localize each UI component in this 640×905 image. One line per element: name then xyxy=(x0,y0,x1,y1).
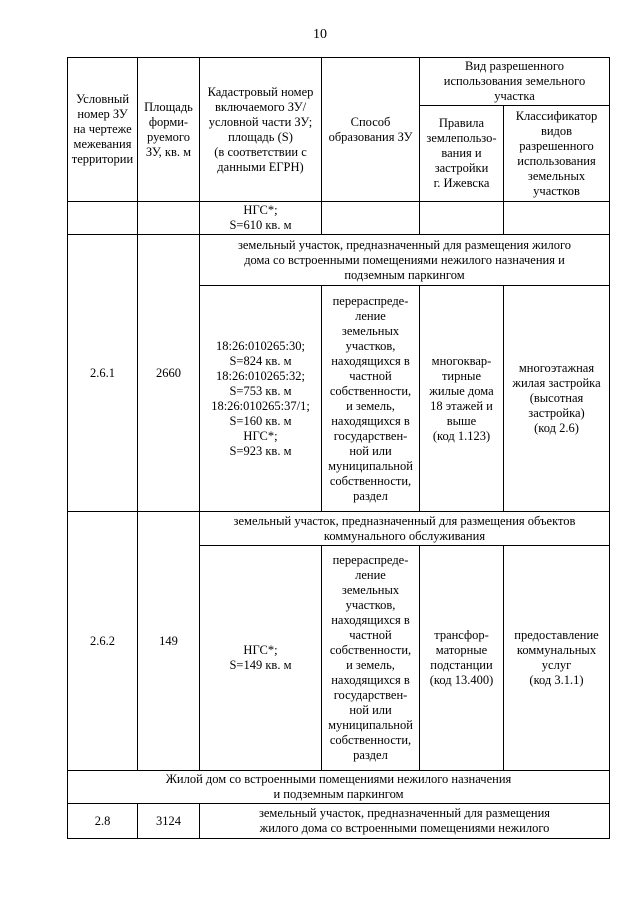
section-title-row xyxy=(68,771,610,804)
continuation-row xyxy=(68,202,610,235)
purpose-2-6-2: земельный участок, предназначенный для размещения объектов коммунального обслуживания xyxy=(200,512,610,546)
header-rules: Правила землепользо- вания и застройки г. Ижевска xyxy=(420,106,504,202)
cont-empty-4 xyxy=(322,202,420,235)
method-2-6-1: перераспреде- ление земельных участков, находящихся в частной собственности, и земель, находящихся в государствен- ной или муниципальной собственности, раздел xyxy=(322,286,420,512)
cadastral-2-6-1: 18:26:010265:30; S=824 кв. м 18:26:010265:32; S=753 кв. м 18:26:010265:37/1; S=160 кв. м НГС*; S=923 кв. м xyxy=(200,286,322,512)
header-cadastral: Кадастровый номер включаемого ЗУ/ условной части ЗУ; площадь (S) (в соответствии с данными ЕГРН) xyxy=(200,58,322,202)
plot-area-2-6-2: 149 xyxy=(138,512,200,771)
cont-empty-6 xyxy=(504,202,610,235)
header-classifier: Классификатор видов разрешенного использования земельных участков xyxy=(504,106,610,202)
plot-area-2-8: 3124 xyxy=(138,804,200,839)
header-plot-number: Условный номер ЗУ на чертеже межевания территории xyxy=(68,58,138,202)
classifier-2-6-2: предоставление коммунальных услуг (код 3.1.1) xyxy=(504,546,610,771)
rules-2-6-2: трансфор- маторные подстанции (код 13.400) xyxy=(420,546,504,771)
plot-area-2-6-1: 2660 xyxy=(138,235,200,512)
purpose-2-6-1: земельный участок, предназначенный для размещения жилого дома со встроенными помещениями нежилого назначения и подземным паркингом xyxy=(200,235,610,286)
row-2-6-2-purpose xyxy=(68,512,610,546)
rules-2-6-1: многоквар- тирные жилые дома 18 этажей и выше (код 1.123) xyxy=(420,286,504,512)
row-2-6-1-purpose xyxy=(68,235,610,286)
header-row xyxy=(68,58,610,106)
plot-id-2-6-1: 2.6.1 xyxy=(68,235,138,512)
cont-cadastral: НГС*; S=610 кв. м xyxy=(200,202,322,235)
classifier-2-6-1: многоэтажная жилая застройка (высотная застройка) (код 2.6) xyxy=(504,286,610,512)
plot-id-2-6-2: 2.6.2 xyxy=(68,512,138,771)
cont-empty-1 xyxy=(68,202,138,235)
section-title: Жилой дом со встроенными помещениями нежилого назначения и подземным паркингом xyxy=(68,771,610,804)
plot-id-2-8: 2.8 xyxy=(68,804,138,839)
cadastral-2-6-2: НГС*; S=149 кв. м xyxy=(200,546,322,771)
cont-empty-2 xyxy=(138,202,200,235)
header-area: Площадь форми- руемого ЗУ, кв. м xyxy=(138,58,200,202)
land-plots-table xyxy=(67,57,610,839)
method-2-6-2: перераспреде- ление земельных участков, находящихся в частной собственности, и земель, находящихся в государствен- ной или муниципальной собственности, раздел xyxy=(322,546,420,771)
purpose-2-8: земельный участок, предназначенный для размещения жилого дома со встроенными помещениями нежилого xyxy=(200,804,610,839)
header-method: Способ образования ЗУ xyxy=(322,58,420,202)
page-number: 10 xyxy=(313,27,327,42)
row-2-8 xyxy=(68,804,610,839)
cont-empty-5 xyxy=(420,202,504,235)
header-permitted-use: Вид разрешенного использования земельного участка xyxy=(420,58,610,106)
